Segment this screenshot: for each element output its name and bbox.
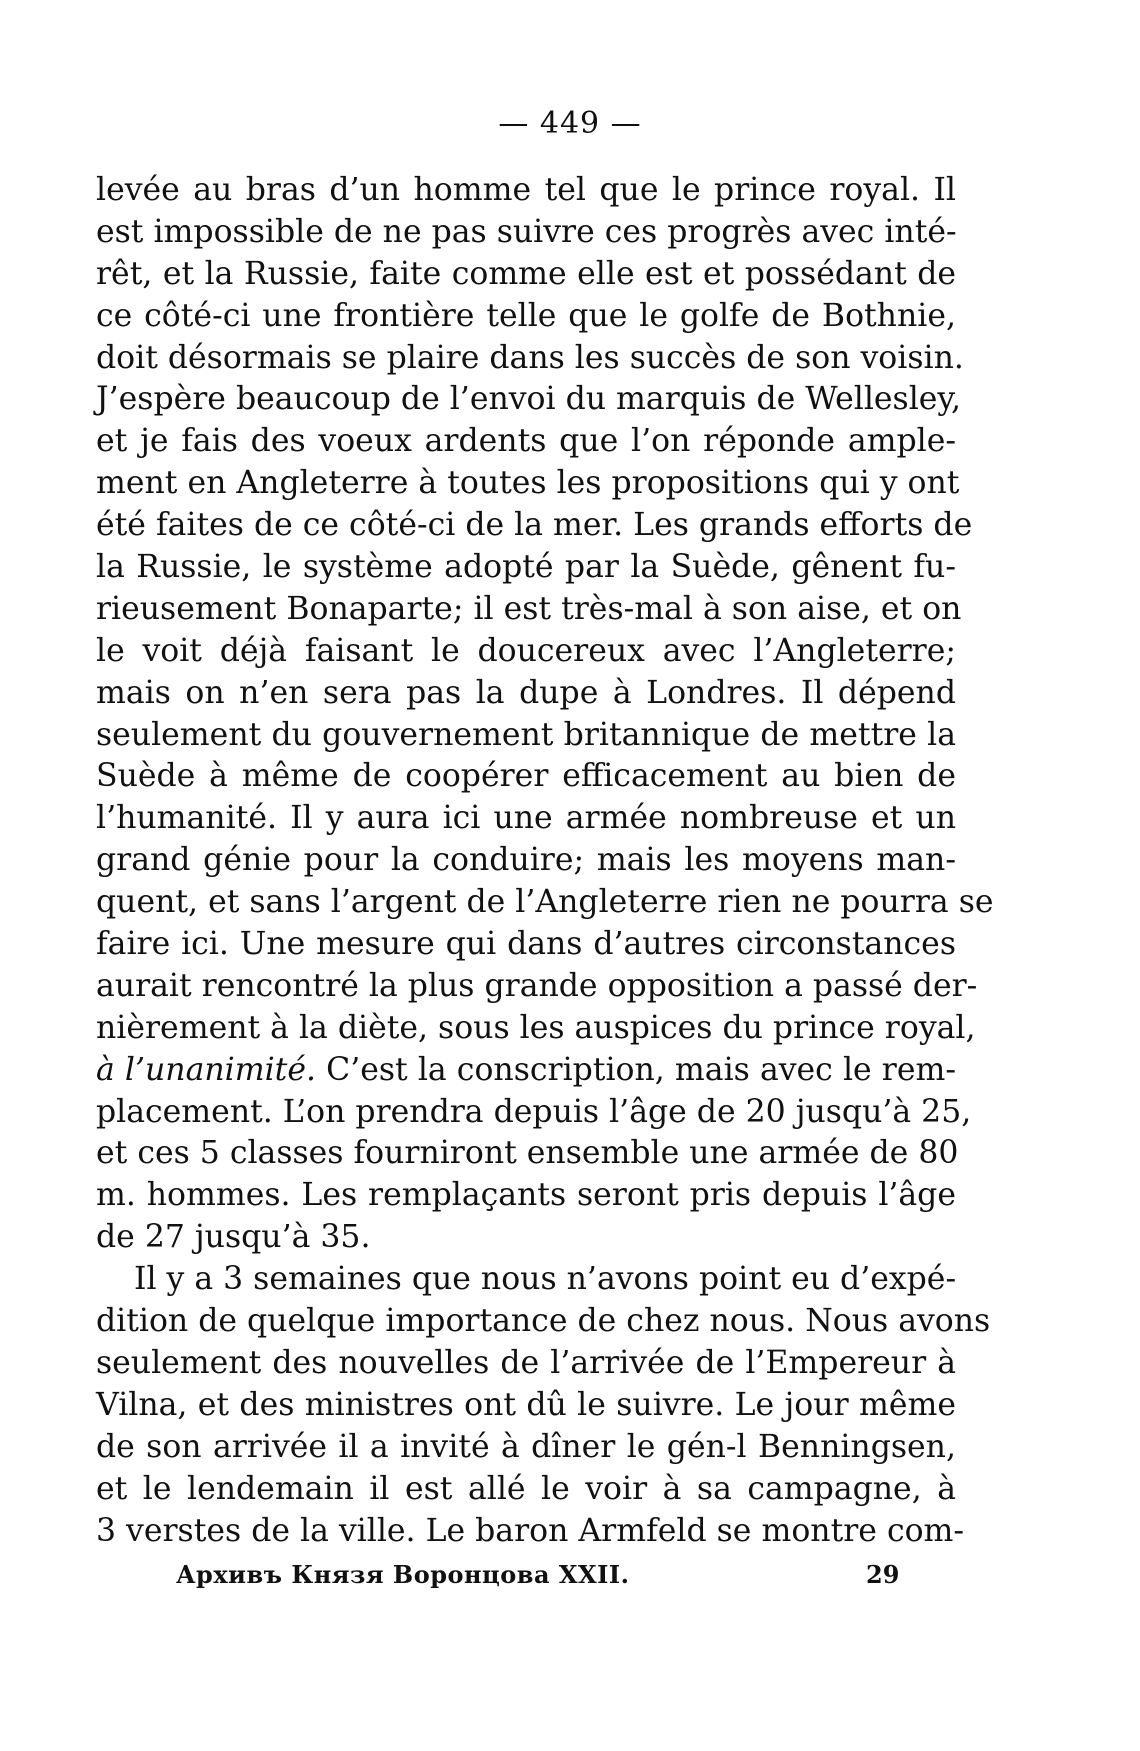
text-line: placement. L’on prendra depuis l’âge de 20 jusqu’à 25, bbox=[96, 1093, 972, 1130]
text-line: ment en Angleterre à toutes les propositions qui y ont bbox=[96, 465, 960, 502]
text-line: aurait rencontré la plus grande opposition a passé der- bbox=[96, 967, 978, 1004]
text-line-rest: C’est la conscription, mais avec le rem- bbox=[315, 1051, 957, 1088]
text-line: seulement du gouvernement britannique de mettre la bbox=[96, 716, 956, 753]
text-line: m. hommes. Les remplaçants seront pris depuis l’âge bbox=[96, 1177, 956, 1214]
text-line: mais on n’en sera pas la dupe à Londres. Il dépend bbox=[96, 674, 956, 711]
page-number: — 449 — bbox=[498, 106, 642, 141]
text-line: et le lendemain il est allé le voir à sa campagne, à bbox=[96, 1470, 956, 1507]
text-line: est impossible de ne pas suivre ces progrès avec inté- bbox=[96, 213, 957, 250]
text-line: Suède à même de coopérer efficacement au bien de bbox=[96, 758, 956, 795]
paragraph-2 bbox=[96, 1259, 991, 1552]
text-line-mixed bbox=[96, 1050, 956, 1092]
archive-signature: Архивъ Князя Воронцова XXII. bbox=[176, 1560, 630, 1589]
text-line: levée au bras d’un homme tel que le prince royal. Il bbox=[96, 172, 956, 208]
text-line: nièrement à la diète, sous les auspices du prince royal, bbox=[96, 1009, 976, 1046]
text-line: la Russie, le système adopté par la Suède, gênent fu- bbox=[96, 549, 956, 586]
text-line: J’espère beaucoup de l’envoi du marquis de Wellesley, bbox=[96, 381, 962, 418]
text-line: Il y a 3 semaines que nous n’avons point eu d’expé- bbox=[134, 1261, 957, 1298]
text-line: et je fais des voeux ardents que l’on réponde ample- bbox=[96, 423, 956, 460]
text-line: et ces 5 classes fourniront ensemble une armée de 80 bbox=[96, 1135, 959, 1172]
italic-phrase: à l’unanimité. bbox=[96, 1051, 316, 1088]
paragraph-1 bbox=[96, 170, 994, 1259]
text-line: quent, et sans l’argent de l’Angleterre rien ne pourra se bbox=[96, 884, 994, 921]
signature-mark: 29 bbox=[866, 1560, 900, 1589]
text-line: l’humanité. Il y aura ici une armée nombreuse et un bbox=[96, 800, 956, 837]
body-text bbox=[96, 170, 994, 1552]
text-line: ce côté-ci une frontière telle que le golfe de Bothnie, bbox=[96, 297, 956, 334]
text-line: de son arrivée il a invité à dîner le gén-l Benningsen, bbox=[96, 1428, 956, 1465]
text-line: doit désormais se plaire dans les succès de son voisin. bbox=[96, 339, 964, 376]
text-line: grand génie pour la conduire; mais les moyens man- bbox=[96, 842, 956, 879]
text-line: le voit déjà faisant le doucereux avec l’Angleterre; bbox=[96, 632, 956, 669]
text-line: faire ici. Une mesure qui dans d’autres circonstances bbox=[96, 926, 956, 963]
text-line: été faites de ce côté-ci de la mer. Les grands efforts de bbox=[96, 507, 973, 544]
text-line: rieusement Bonaparte; il est très-mal à son aise, et on bbox=[96, 590, 962, 627]
text-line: Vilna, et des ministres ont dû le suivre. Le jour même bbox=[96, 1386, 956, 1423]
text-line: rêt, et la Russie, faite comme elle est et possédant de bbox=[96, 255, 956, 292]
text-line: de 27 jusqu’à 35. bbox=[96, 1219, 371, 1256]
text-line: dition de quelque importance de chez nous. Nous avons bbox=[96, 1303, 991, 1340]
text-line: 3 verstes de la ville. Le baron Armfeld se montre com- bbox=[96, 1512, 965, 1549]
text-line: seulement des nouvelles de l’arrivée de l’Empereur à bbox=[96, 1344, 956, 1381]
